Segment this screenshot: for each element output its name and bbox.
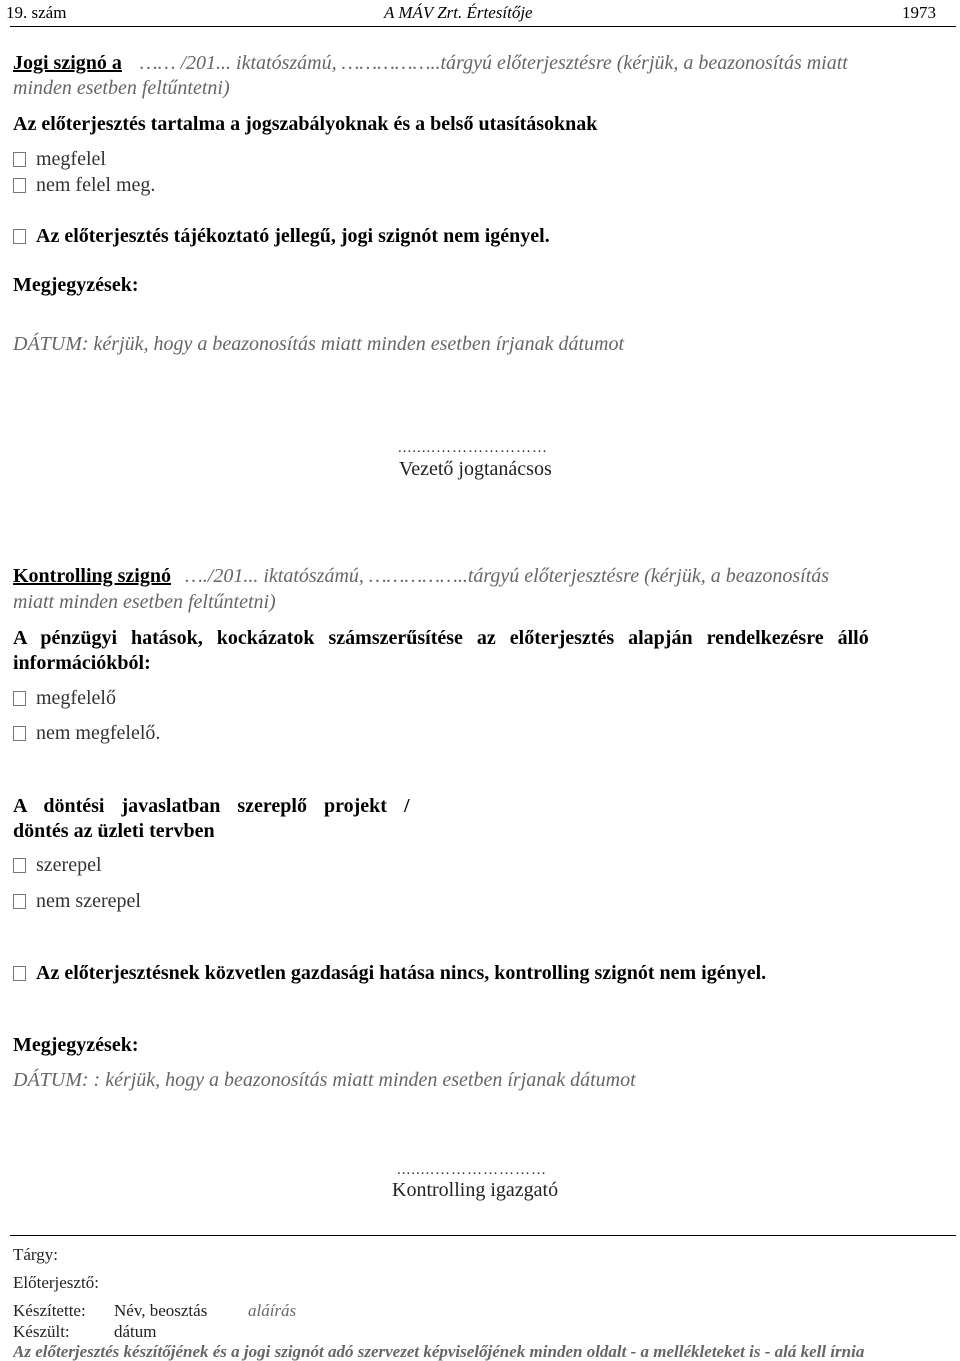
checkbox[interactable] bbox=[13, 858, 26, 873]
controlling-remarks-label: Megjegyzések: bbox=[13, 1034, 139, 1056]
controlling-date-line: DÁTUM: : kérjük, hogy a beazonosítás miatt minden esetben írjanak dátumot bbox=[13, 1069, 636, 1091]
date-value: dátum bbox=[114, 1322, 157, 1341]
controlling-ref-line bbox=[13, 565, 960, 588]
prepared-by-value: Név, beosztás bbox=[114, 1301, 208, 1320]
footer-note: Az előterjesztés készítőjének és a jogi szignót adó szervezet képviselőjének minden oldalt - a mellékleteket is - alá kell írnia bbox=[13, 1342, 865, 1361]
checkbox[interactable] bbox=[13, 966, 26, 981]
project-question: A döntési javaslatban szereplő projekt / bbox=[13, 795, 410, 817]
option-label: nem felel meg. bbox=[36, 174, 156, 196]
controlling-exempt-option[interactable] bbox=[13, 962, 766, 985]
controlling-ref-text: …./201... iktatószámú, ……………..tárgyú előterjesztésre (kérjük, a beazonosítás bbox=[185, 565, 830, 587]
legal-signature-line: ........………………… bbox=[398, 440, 548, 456]
controlling-heading: Kontrolling szignó bbox=[13, 565, 171, 587]
controlling-question: A pénzügyi hatások, kockázatok számszerűsítése az előterjesztés alapján rendelkezésre álló bbox=[13, 627, 869, 649]
controlling-option-adequate[interactable] bbox=[13, 687, 116, 710]
legal-ref-text-2: minden esetben feltűntetni) bbox=[13, 77, 230, 99]
project-option-included[interactable] bbox=[13, 854, 102, 877]
controlling-ref-text-2: miatt minden esetben feltűntetni) bbox=[13, 591, 276, 613]
legal-ref-line bbox=[13, 52, 960, 75]
prepared-by-label: Készítette: bbox=[13, 1301, 86, 1320]
checkbox[interactable] bbox=[13, 152, 26, 167]
option-label: nem megfelelő. bbox=[36, 722, 161, 744]
option-label: nem szerepel bbox=[36, 890, 141, 912]
checkbox[interactable] bbox=[13, 726, 26, 741]
legal-exempt-option[interactable] bbox=[13, 225, 550, 248]
checkbox[interactable] bbox=[13, 178, 26, 193]
journal-title: A MÁV Zrt. Értesítője bbox=[384, 3, 533, 22]
date-label: Készült: bbox=[13, 1322, 70, 1341]
legal-option-noncompliant[interactable] bbox=[13, 174, 155, 197]
legal-remarks-label: Megjegyzések: bbox=[13, 274, 139, 296]
subject-label: Tárgy: bbox=[13, 1245, 59, 1264]
legal-date-line: DÁTUM: kérjük, hogy a beazonosítás miatt minden esetben írjanak dátumot bbox=[13, 333, 625, 355]
checkbox[interactable] bbox=[13, 691, 26, 706]
project-option-not-included[interactable] bbox=[13, 890, 141, 913]
checkbox[interactable] bbox=[13, 229, 26, 244]
controlling-option-inadequate[interactable] bbox=[13, 722, 160, 745]
option-label: megfelelő bbox=[36, 687, 116, 709]
legal-ref-text: …… /201... iktatószámú, ……………..tárgyú előterjesztésre (kérjük, a beazonosítás miatt bbox=[139, 52, 848, 74]
legal-heading: Jogi szignó a bbox=[13, 52, 122, 74]
signature-label: aláírás bbox=[248, 1301, 297, 1320]
page-number: 1973 bbox=[902, 3, 936, 22]
controlling-signature-line: ........………………… bbox=[397, 1162, 547, 1178]
option-label: megfelel bbox=[36, 148, 106, 170]
controlling-signature-title: Kontrolling igazgató bbox=[392, 1179, 559, 1201]
header-rule bbox=[10, 26, 956, 27]
checkbox[interactable] bbox=[13, 894, 26, 909]
option-label: szerepel bbox=[36, 854, 102, 876]
controlling-question-2: információkból: bbox=[13, 652, 151, 674]
footer-note-clip bbox=[13, 1342, 960, 1361]
project-question-2: döntés az üzleti tervben bbox=[13, 820, 215, 842]
footer-rule bbox=[10, 1235, 956, 1236]
submitter-label: Előterjesztő: bbox=[13, 1273, 99, 1292]
option-label: Az előterjesztés tájékoztató jellegű, jogi szignót nem igényel. bbox=[36, 225, 550, 247]
legal-option-compliant[interactable] bbox=[13, 148, 106, 171]
issue-number: 19. szám bbox=[6, 3, 67, 22]
legal-signature-title: Vezető jogtanácsos bbox=[399, 458, 552, 480]
option-label: Az előterjesztésnek közvetlen gazdasági hatása nincs, kontrolling szignót nem igényel. bbox=[36, 962, 767, 984]
legal-question: Az előterjesztés tartalma a jogszabályoknak és a belső utasításoknak bbox=[13, 113, 598, 135]
